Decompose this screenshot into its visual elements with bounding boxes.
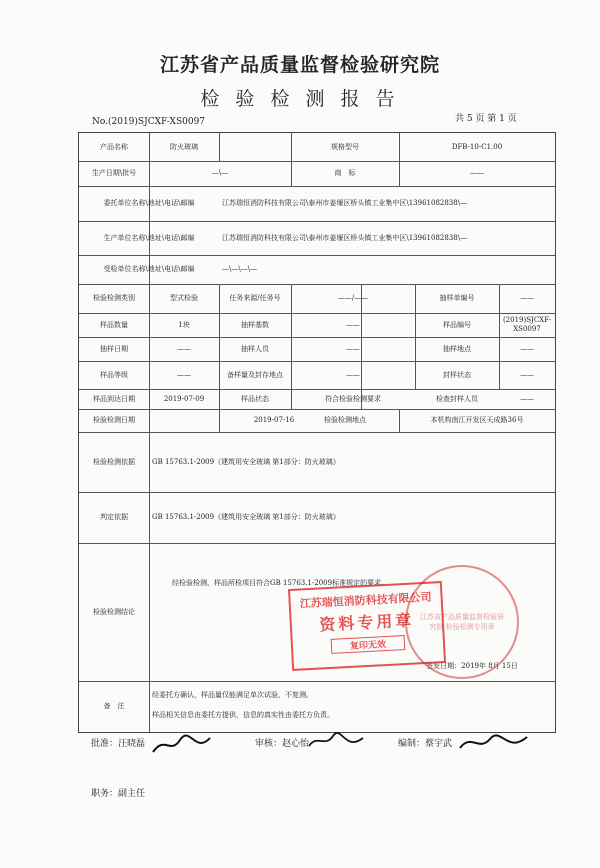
seal-text: 江苏省产品质量监督检验研究院 检验检测专用章 (420, 613, 504, 631)
product-name-label: 产品名称 (100, 142, 128, 151)
sample-qty-value: 1块 (178, 320, 190, 329)
seal-state-value: —— (520, 370, 534, 379)
remark-label: 备 注 (103, 702, 125, 711)
basis-value: GB 15763.1-2009《建筑用安全玻璃 第1部分：防火玻璃》 (152, 457, 340, 466)
sign-date: 签发日期：2019年 8月 15日 (426, 661, 518, 670)
sample-no-label: 样品编号 (443, 320, 471, 329)
check-sealer-value: —— (520, 394, 534, 403)
sampling-place-value: —— (520, 344, 534, 353)
test-date-value: 2019-07-16 (253, 416, 295, 425)
category-label: 检验检测类别 (93, 294, 135, 303)
remark-line-2: 样品相关信息由委托方提供，信息的真实性由委托方负责。 (152, 710, 334, 719)
sample-state-label: 样品状态 (241, 394, 269, 403)
client-label: 委托单位名称\地址\电话\邮编 (103, 199, 195, 208)
task-source-value: ——/—— (337, 294, 369, 303)
sample-qty-label: 样品数量 (100, 320, 128, 329)
page-info: 共 5 页 第 1 页 (455, 114, 517, 124)
conclusion-label: 检验检测结论 (93, 607, 135, 616)
producer-label: 生产单位名称\地址\电话\邮编 (103, 233, 195, 242)
check-sealer-label: 检查封样人员 (436, 394, 478, 403)
production-date-value: —\— (211, 169, 229, 178)
sampler-value: —— (346, 344, 360, 353)
criteria-label: 判定依据 (100, 513, 128, 522)
task-source-label: 任务来源/任务号 (229, 294, 281, 303)
stamp-note: 复印无效 (331, 635, 406, 654)
sampling-place-label: 抽样地点 (443, 344, 471, 353)
role-label: 职务：副主任 (91, 789, 146, 799)
sampling-no-label: 抽样单编号 (439, 294, 475, 303)
seal-state-label: 封样状态 (443, 370, 471, 379)
approver-signature: 批准：汪晓磊 (91, 739, 146, 749)
criteria-value: GB 15763.1-2009《建筑用安全玻璃 第1部分：防火玻璃》 (152, 513, 340, 522)
sample-grade-label: 样品等级 (100, 370, 128, 379)
inspected-value: —\—\—\— (222, 265, 258, 274)
inspected-label: 受检单位名称\地址\电话\邮编 (103, 265, 195, 274)
stamp-company: 江苏瑞恒消防科技有限公司 (299, 590, 432, 611)
conclusion-value: 经检验检测，样品所检项目符合GB 15763.1-2009标准规定的要求。 (172, 578, 389, 587)
test-place-value: 本机构南江开发区天成路36号 (430, 416, 524, 425)
preparer-handwriting (455, 728, 535, 760)
test-place-label: 检验检测地点 (324, 416, 366, 425)
sampling-base-value: —— (346, 320, 360, 329)
company-stamp (288, 581, 446, 671)
trademark-label: 商 标 (334, 169, 356, 178)
remark-line-1: 经委托方确认，样品量仅能满足单次试验，不复测。 (152, 690, 313, 699)
production-date-label: 生产日期\批号 (91, 169, 137, 178)
sample-no-value: (2019)SJCXF-XS0097 (502, 316, 552, 333)
sampling-base-label: 抽样基数 (241, 320, 269, 329)
arrival-date-label: 样品到达日期 (93, 394, 135, 403)
sampler-label: 抽样人员 (241, 344, 269, 353)
report-title: 检 验 检 测 报 告 (200, 88, 400, 110)
spec-value: DFB-10-C1.00 (451, 142, 503, 151)
sample-grade-value: —— (177, 370, 191, 379)
product-name-value: 防火玻璃 (170, 142, 198, 151)
approver-handwriting (150, 730, 220, 760)
basis-label: 检验检测依据 (93, 457, 135, 466)
sampling-date-value: —— (177, 344, 191, 353)
sampling-no-value: —— (520, 294, 534, 303)
arrival-date-value: 2019-07-09 (163, 394, 205, 403)
client-value: 江苏瑞恒消防科技有限公司\泰州市姜堰区桥头镇工业集中区\13961082838\— (222, 199, 468, 208)
reviewer-handwriting (305, 728, 370, 756)
producer-value: 江苏瑞恒消防科技有限公司\泰州市姜堰区桥头镇工业集中区\13961082838\— (222, 233, 468, 242)
sample-state-value: 符合检验检测要求 (325, 394, 381, 403)
category-value: 型式检验 (170, 294, 198, 303)
sampling-date-label: 抽样日期 (100, 344, 128, 353)
spec-label: 规格型号 (331, 142, 359, 151)
reviewer-signature: 审核：赵心怡 (255, 739, 310, 749)
trademark-value: —— (470, 169, 484, 178)
test-date-label: 检验检测日期 (93, 416, 135, 425)
stamp-purpose: 资料专用章 (318, 610, 415, 635)
backup-value: —— (346, 370, 360, 379)
preparer-signature: 编制：蔡宇武 (398, 739, 453, 749)
backup-label: 备样量及封存地点 (227, 370, 283, 379)
report-number: No.(2019)SJCXF-XS0097 (92, 117, 206, 127)
org-title: 江苏省产品质量监督检验研究院 (159, 54, 440, 76)
